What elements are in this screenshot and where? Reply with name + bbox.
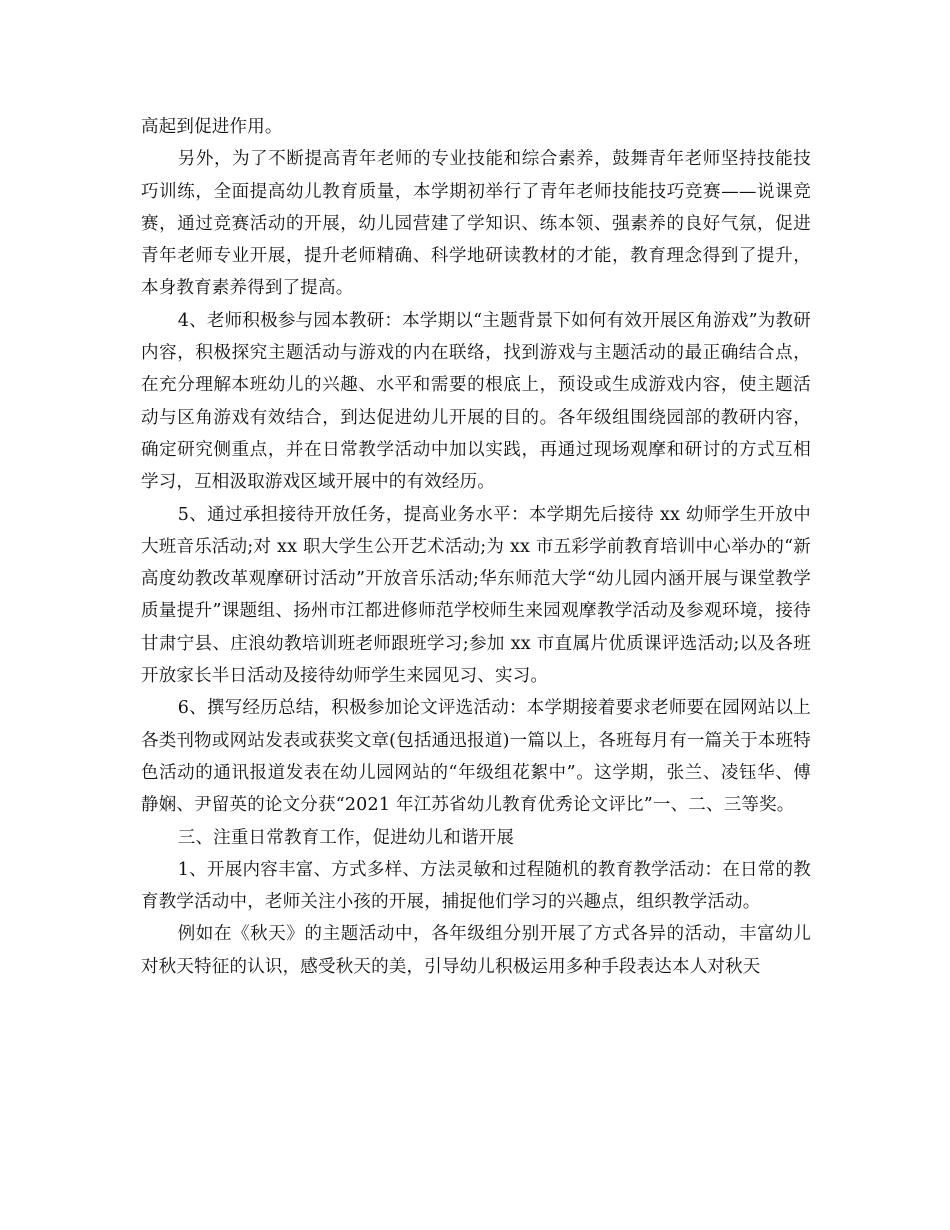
paragraph-item-1-activities: 1、开展内容丰富、方式多样、方法灵敏和过程随机的教育教学活动：在日常的教育教学活动中，老师关注小孩的开展，捕捉他们学习的兴趣点，组织教学活动。 — [141, 859, 811, 913]
paragraph-item-6-papers: 6、撰写经历总结，积极参加论文评选活动：本学期接着要求老师要在园网站以上各类刊物或网站发表或获奖文章(包括通迅报道)一篇以上，各班每月有一篇关于本班特色活动的通讯报道发表在幼儿园网站的“年级组花絮中”。这学期，张兰、凌钰华、傅静娴、尹留英的论文分获“2021 年江苏省幼儿教育优秀论文评比”一、二、三等奖。 — [141, 698, 811, 816]
paragraph-young-teacher-competition: 另外，为了不断提高青年老师的专业技能和综合素养，鼓舞青年老师坚持技能技巧训练，全面提高幼儿教育质量，本学期初举行了青年老师技能技巧竞赛——说课竞赛，通过竞赛活动的开展，幼儿园营建了学知识、练本领、强素养的良好气氛，促进青年老师专业开展，提升老师精确、科学地研读教材的才能，教育理念得到了提升，本身教育素养得到了提高。 — [141, 149, 811, 299]
paragraph-autumn-example: 例如在《秋天》的主题活动中，各年级组分别开展了方式各异的活动，丰富幼儿对秋天特征的认识，感受秋天的美，引导幼儿积极运用多种手段表达本人对秋天 — [141, 924, 811, 977]
paragraph-item-5-open-activities: 5、通过承担接待开放任务，提高业务水平：本学期先后接待 xx 幼师学生开放中大班音乐活动;对 xx 职大学生公开艺术活动;为 xx 市五彩学前教育培训中心举办的“新高度幼教改革观摩研讨活动”开放音乐活动;华东师范大学“幼儿园内涵开展与课堂教学质量提升”课题组、扬州市江都进修师范学校师生来园观摩教学活动及参观环境，接待甘肃宁县、庄浪幼教培训班老师跟班学习;参加 xx 市直属片优质课评选活动;以及各班开放家长半日活动及接待幼师学生来园见习、实习。 — [141, 504, 811, 687]
section-heading-daily-education: 三、注重日常教育工作，促进幼儿和谐开展 — [177, 827, 515, 848]
paragraph-continuation: 高起到促进作用。 — [141, 117, 283, 137]
document-body — [141, 111, 811, 983]
paragraph-item-4-teaching-research: 4、老师积极参与园本教研：本学期以“主题背景下如何有效开展区角游戏”为教研内容，积极探究主题活动与游戏的内在联络，找到游戏与主题活动的最正确结合点，在充分理解本班幼儿的兴趣、水平和需要的根底上，预设或生成游戏内容，使主题活动与区角游戏有效结合，到达促进幼儿开展的目的。各年级组围绕园部的教研内容，确定研究侧重点，并在日常教学活动中加以实践，再通过现场观摩和研讨的方式互相学习，互相汲取游戏区域开展中的有效经历。 — [141, 310, 811, 493]
